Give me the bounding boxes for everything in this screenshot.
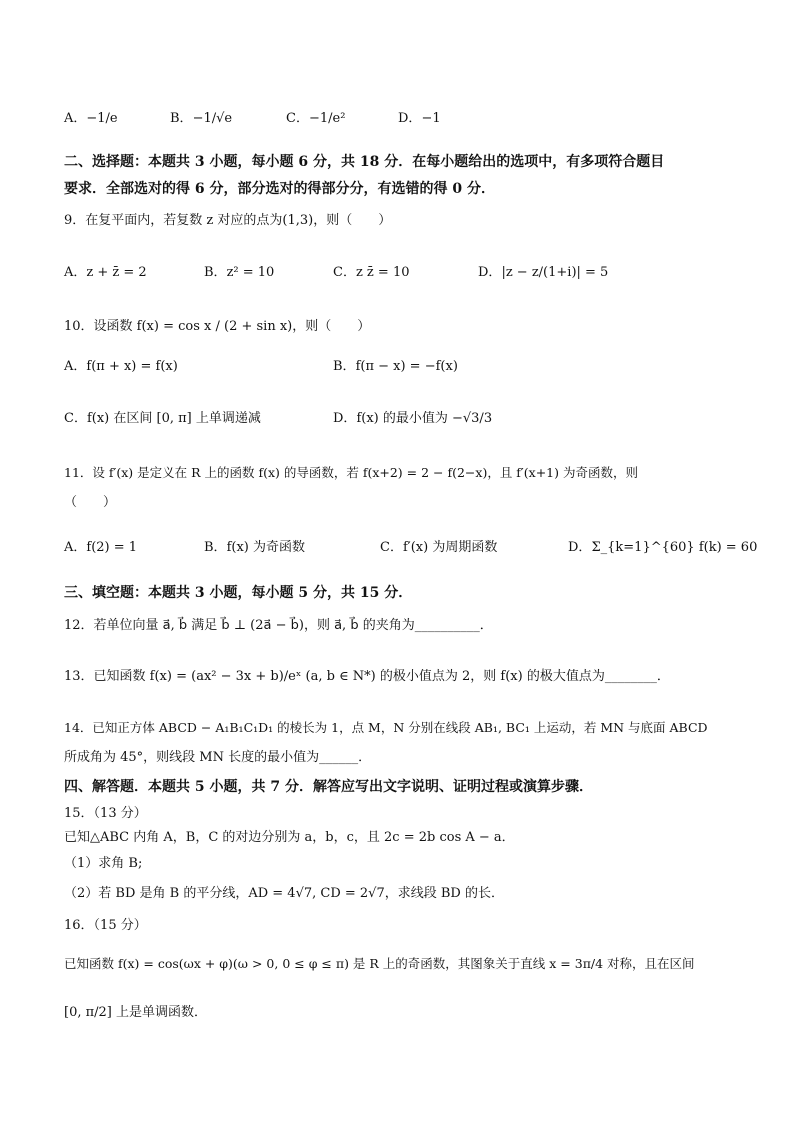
q11-option-a: A．f(2) = 1 bbox=[64, 540, 138, 555]
q11-stem: 11．设 f′(x) 是定义在 R 上的函数 f(x) 的导函数，若 f(x+2) = 2 − f(2−x)，且 f′(x+1) 为奇函数，则 bbox=[64, 465, 638, 480]
q11-option-d: D．Σ_{k=1}^{60} f(k) = 60 bbox=[568, 540, 758, 555]
q11-stem-answer-bracket: （ ） bbox=[64, 495, 117, 510]
section2-heading-line2: 要求．全部选对的得 6 分，部分选对的得部分分，有选错的得 0 分． bbox=[64, 181, 495, 197]
q8-option-a: A．−1/e bbox=[64, 111, 118, 126]
q15-head: 15．（13 分） bbox=[64, 806, 147, 821]
q16-line1: 已知函数 f(x) = cos(ωx + φ)(ω > 0, 0 ≤ φ ≤ π) 是 R 上的奇函数，其图象关于直线 x = 3π/4 对称，且在区间 bbox=[64, 956, 695, 971]
q8-option-d: D．−1 bbox=[398, 111, 441, 126]
q9-option-a: A．z + z̄ = 2 bbox=[64, 265, 147, 280]
q14-line1: 14．已知正方体 ABCD − A₁B₁C₁D₁ 的棱长为 1，点 M，N 分别在线段 AB₁, BC₁ 上运动，若 MN 与底面 ABCD bbox=[64, 720, 708, 735]
q11-option-c: C．f′(x) 为周期函数 bbox=[380, 540, 498, 555]
q10-stem: 10．设函数 f(x) = cos x / (2 + sin x)，则（ ） bbox=[64, 319, 371, 334]
q9-option-c: C．z z̄ = 10 bbox=[333, 265, 410, 280]
q16-line2: [0, π/2] 上是单调函数． bbox=[64, 1005, 208, 1020]
q8-option-c: C．−1/e² bbox=[286, 111, 346, 126]
section4-heading: 四、解答题．本题共 5 小题，共 7 分．解答应写出文字说明、证明过程或演算步骤． bbox=[64, 779, 593, 795]
q10-option-d: D．f(x) 的最小值为 −√3/3 bbox=[333, 411, 493, 426]
q16-head: 16．（15 分） bbox=[64, 918, 147, 933]
q15-line1: 已知△ABC 内角 A，B，C 的对边分别为 a，b，c，且 2c = 2b cos A − a． bbox=[64, 830, 515, 845]
section2-heading-line1: 二、选择题：本题共 3 小题，每小题 6 分，共 18 分．在每小题给出的选项中，有多项符合题目 bbox=[64, 154, 665, 170]
q9-stem: 9．在复平面内，若复数 z 对应的点为(1,3)，则（ ） bbox=[64, 213, 392, 228]
section3-heading: 三、填空题：本题共 3 小题，每小题 5 分，共 15 分． bbox=[64, 585, 413, 601]
q8-option-b: B．−1/√e bbox=[170, 111, 233, 126]
q10-option-b: B．f(π − x) = −f(x) bbox=[333, 359, 458, 374]
q9-option-d: D．|z − z/(1+i)| = 5 bbox=[478, 265, 609, 280]
q9-option-b: B．z² = 10 bbox=[204, 265, 275, 280]
q14-line2: 所成角为 45°，则线段 MN 长度的最小值为______． bbox=[64, 750, 372, 765]
q11-option-b: B．f(x) 为奇函数 bbox=[204, 540, 305, 555]
q15-part2: （2）若 BD 是角 B 的平分线，AD = 4√7, CD = 2√7，求线段 BD 的长． bbox=[64, 886, 504, 901]
q12-text: 12．若单位向量 a⃗, b⃗ 满足 b⃗ ⊥ (2a⃗ − b⃗)，则 a⃗, b⃗ 的夹角为__________． bbox=[64, 618, 493, 633]
q13-text: 13．已知函数 f(x) = (ax² − 3x + b)/eˣ (a, b ∈ N*) 的极小值点为 2，则 f(x) 的极大值点为________． bbox=[64, 669, 670, 684]
q10-option-a: A．f(π + x) = f(x) bbox=[64, 359, 178, 374]
q10-option-c: C．f(x) 在区间 [0, π] 上单调递减 bbox=[64, 411, 261, 426]
q15-part1: （1）求角 B; bbox=[64, 856, 143, 871]
